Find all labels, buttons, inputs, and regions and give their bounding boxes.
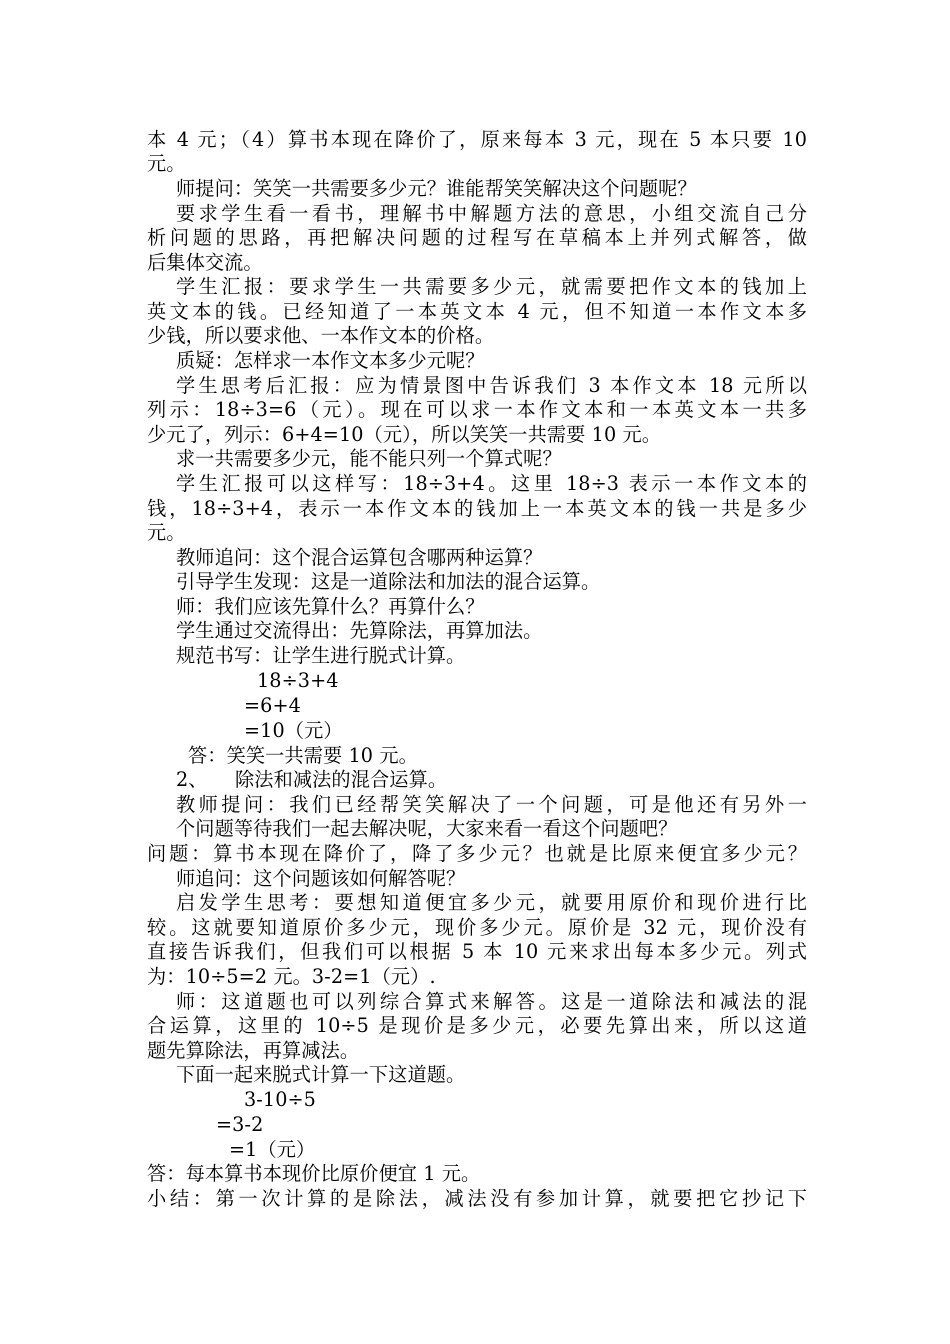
calc-step: 18÷3+4	[257, 669, 339, 692]
text-line: 列示：18÷3=6（元）。现在可以求一本作文本和一本英文本一共多	[147, 398, 807, 421]
text-line: 学生通过交流得出：先算除法，再算加法。	[176, 619, 543, 642]
text-line: 规范书写：让学生进行脱式计算。	[176, 644, 466, 667]
answer-line: 答：每本算书本现价比原价便宜 1 元。	[147, 1162, 481, 1185]
calc-step: =6+4	[244, 694, 301, 717]
text-line: 为：10÷5=2 元。3-2=1（元）.	[147, 965, 436, 988]
text-line: 元。	[147, 521, 186, 544]
text-line: 要求学生看一看书，理解书中解题方法的意思，小组交流自己分	[176, 202, 807, 225]
text-line: 引导学生发现：这是一道除法和加法的混合运算。	[176, 570, 601, 593]
text-line: 直接告诉我们，但我们可以根据 5 本 10 元来求出每本多少元。列式	[147, 940, 807, 963]
text-line: 本 4 元；（4）算书本现在降价了，原来每本 3 元，现在 5 本只要 10	[147, 128, 807, 151]
text-line: 较。这就要知道原价多少元，现价多少元。原价是 32 元，现价没有	[147, 916, 807, 939]
section-number: 2、	[176, 768, 208, 791]
text-line: 个问题等待我们一起去解决呢，大家来看一看这个问题吧？	[176, 817, 678, 840]
text-line: 师：我们应该先算什么？再算什么？	[176, 595, 485, 618]
section-heading: 除法和减法的混合运算。	[235, 768, 448, 791]
text-line: 题先算除法，再算减法。	[147, 1039, 360, 1062]
text-line: 教师追问：这个混合运算包含哪两种运算？	[176, 546, 543, 569]
text-line: 少元了，列示：6+4=10（元），所以笑笑一共需要 10 元。	[147, 423, 662, 446]
text-line: 教师提问：我们已经帮笑笑解决了一个问题，可是他还有另外一	[176, 793, 807, 816]
text-line: 师：这道题也可以列综合算式来解答。这是一道除法和减法的混	[176, 990, 807, 1013]
text-line: 析问题的思路，再把解决问题的过程写在草稿本上并列式解答，做	[147, 226, 807, 249]
text-line: 小结：第一次计算的是除法，减法没有参加计算，就要把它抄记下	[147, 1187, 807, 1210]
text-line: 师提问：笑笑一共需要多少元？谁能帮笑笑解决这个问题呢？	[176, 177, 697, 200]
text-line: 问题：算书本现在降价了，降了多少元？也就是比原来便宜多少元？	[147, 842, 807, 865]
text-line: 合运算，这里的 10÷5 是现价是多少元，必要先算出来，所以这道	[147, 1014, 807, 1037]
calc-step: =10（元）	[244, 719, 343, 742]
text-line: 后集体交流。	[147, 251, 263, 274]
text-line: 下面一起来脱式计算一下这道题。	[176, 1063, 466, 1086]
answer-line: 答：笑笑一共需要 10 元。	[188, 744, 418, 767]
text-line: 英文本的钱。已经知道了一本英文本 4 元，但不知道一本作文本多	[147, 300, 807, 323]
text-line: 学生汇报可以这样写：18÷3+4。这里 18÷3 表示一本作文本的	[176, 472, 807, 495]
calc-step: =1（元）	[229, 1138, 316, 1161]
text-line: 质疑：怎样求一本作文本多少元呢？	[176, 349, 485, 372]
text-line: 元。	[147, 152, 186, 175]
calc-step: 3-10÷5	[244, 1088, 316, 1111]
text-line: 师追问：这个问题该如何解答呢？	[176, 867, 466, 890]
text-line: 学生汇报：要求学生一共需要多少元，就需要把作文本的钱加上	[176, 275, 807, 298]
text-line: 求一共需要多少元，能不能只列一个算式呢？	[176, 447, 562, 470]
text-line: 少钱，所以要求他、一本作文本的价格。	[147, 324, 495, 347]
calc-step: =3-2	[216, 1113, 264, 1136]
text-line: 钱，18÷3+4，表示一本作文本的钱加上一本英文本的钱一共是多少	[147, 497, 807, 520]
text-line: 启发学生思考：要想知道便宜多少元，就要用原价和现价进行比	[176, 891, 807, 914]
text-line: 学生思考后汇报：应为情景图中告诉我们 3 本作文本 18 元所以	[176, 374, 807, 397]
